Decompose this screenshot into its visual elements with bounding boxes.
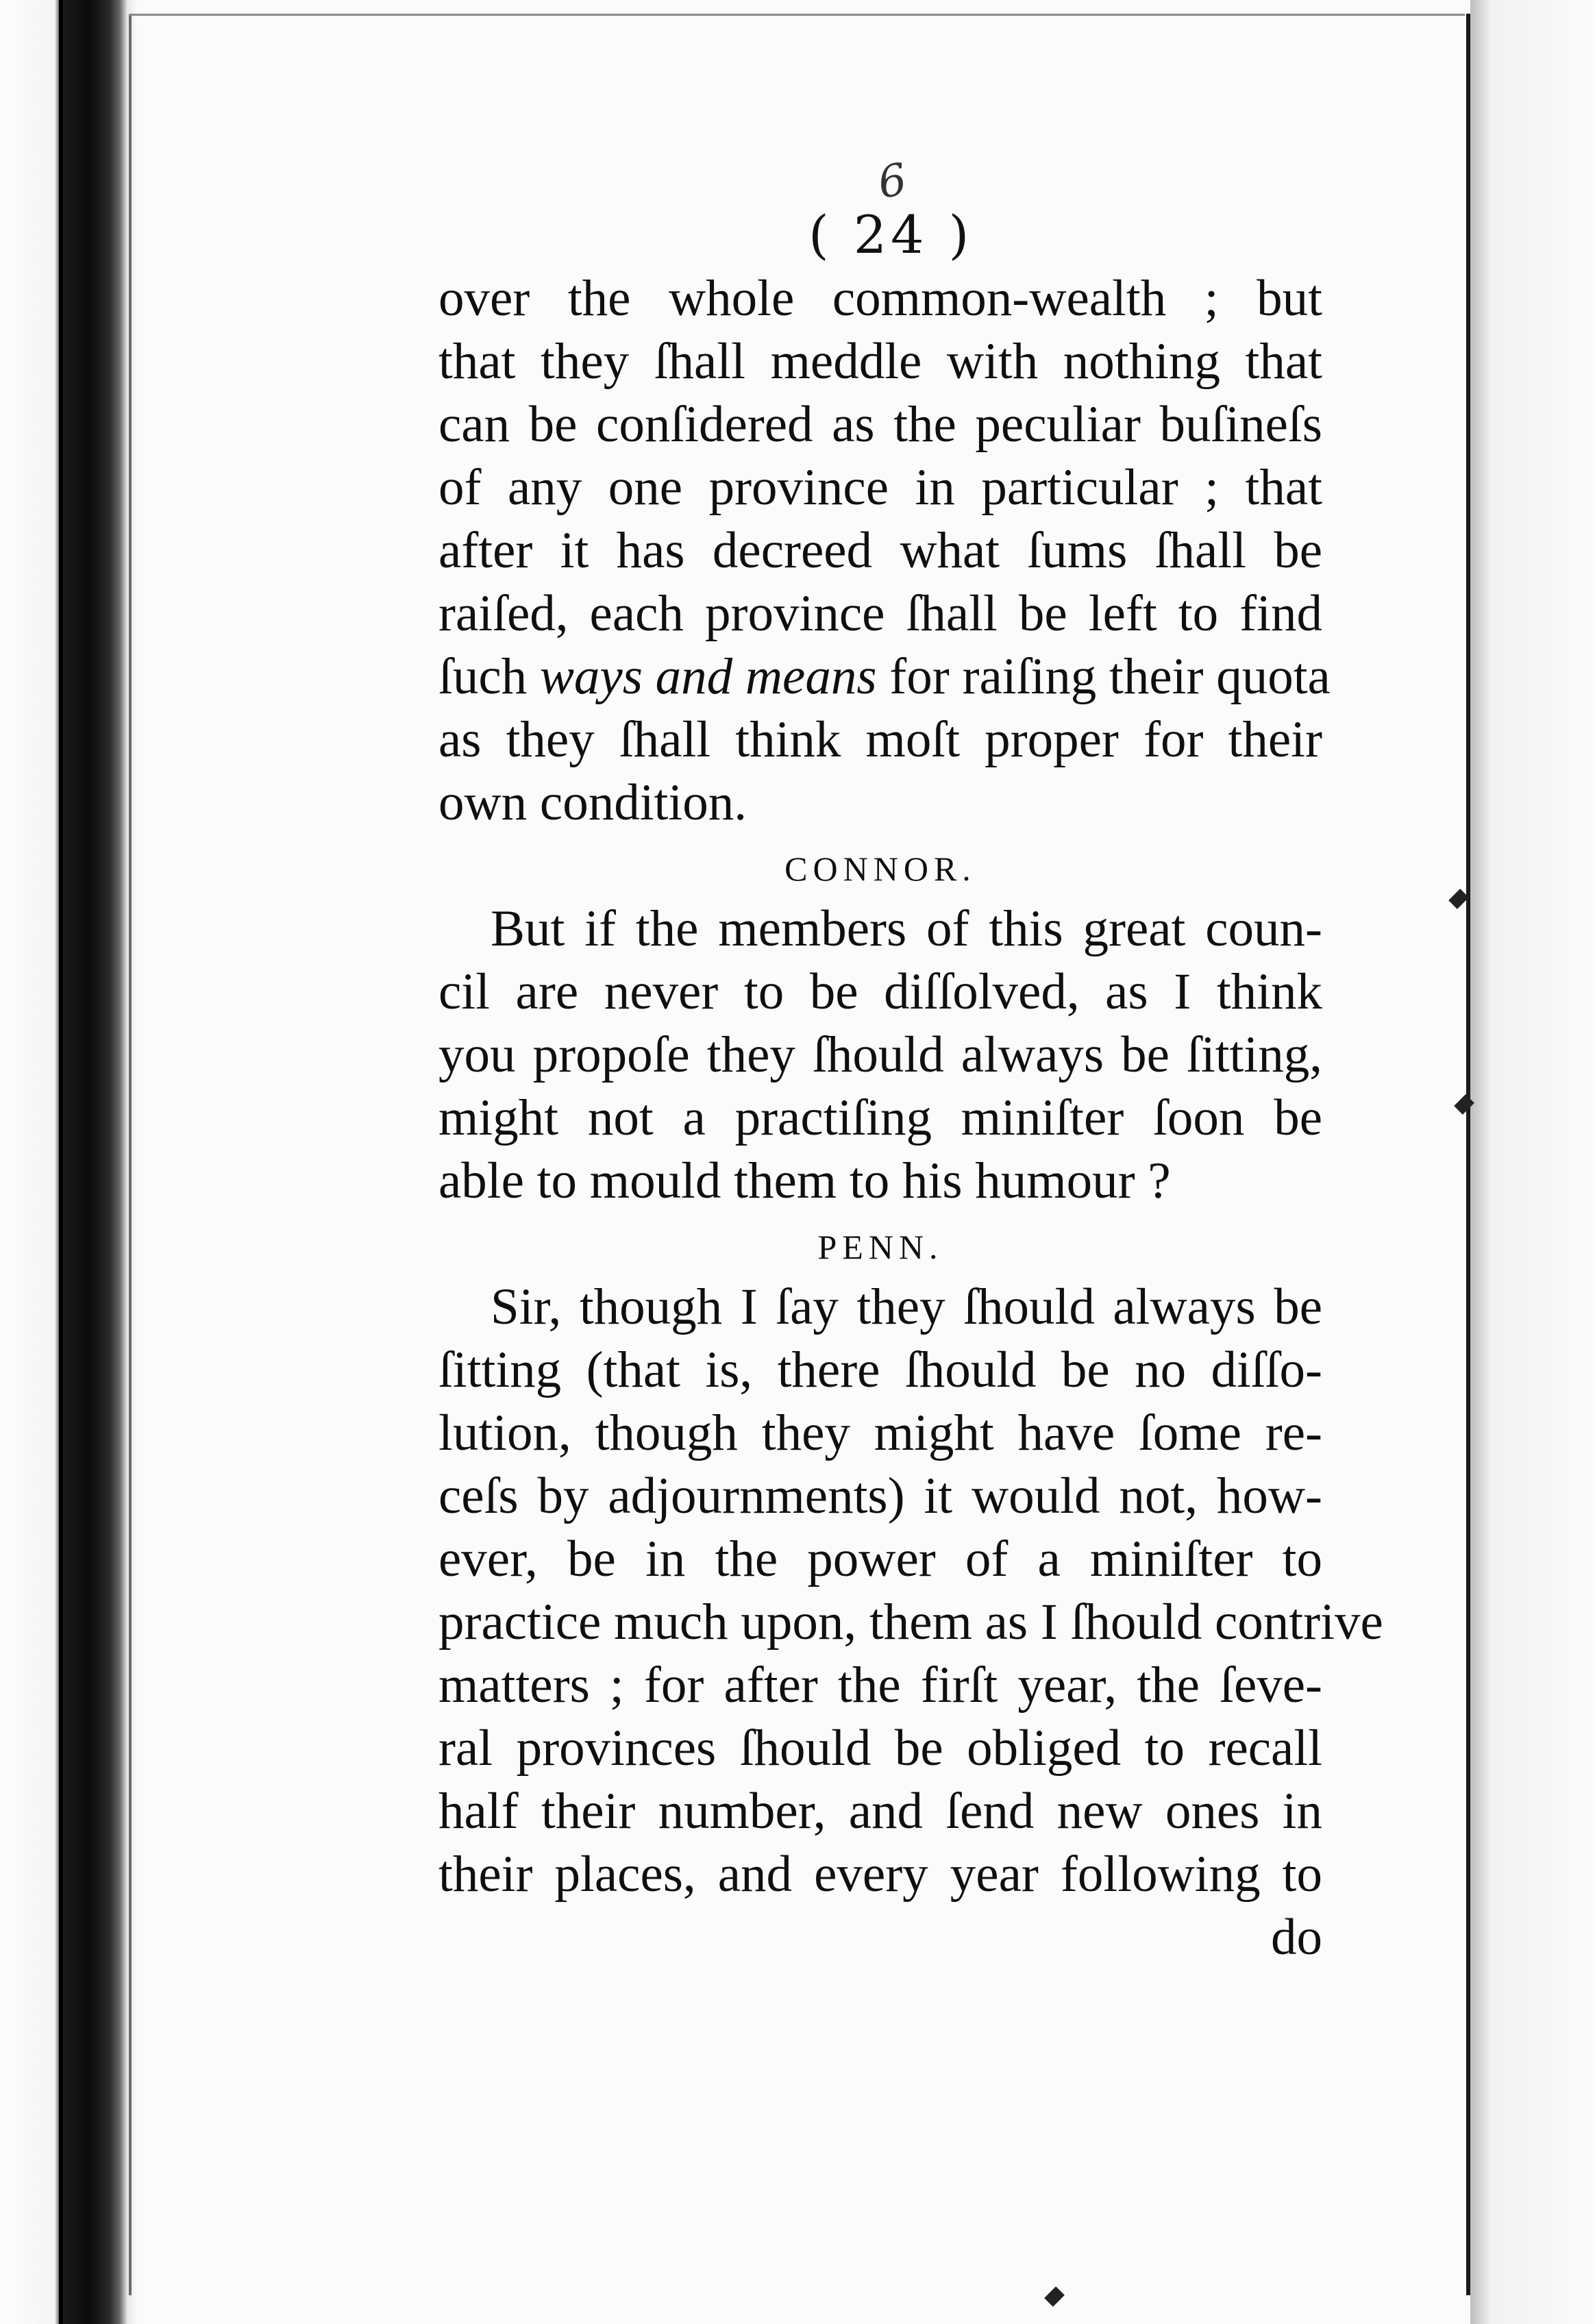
text-line: Sir, though I ſay they ſhould always be [491,1278,1322,1335]
text-line: you propoſe they ſhould always be ſitting, [438,1026,1322,1083]
text-line: ſitting (that is, there ſhould be no diſſo- [438,1342,1322,1398]
catchword: do [1271,1909,1322,1966]
text-line: practice much upon, them as I ſhould contrive [438,1594,1383,1651]
text-line: that they ſhall meddle with nothing that [438,333,1322,390]
text-run: for raiſing their quota [876,648,1331,705]
speaker-heading: CONNOR. [784,850,976,888]
text-line: after it has decreed what ſums ſhall be [438,522,1322,579]
text-line-with-italic [438,645,1331,708]
text-line: ever, be in the power of a miniſter to [438,1531,1322,1587]
text-line: raiſed, each province ſhall be left to find [438,585,1322,642]
text-line: their places, and every year following to [438,1846,1322,1903]
text-line: of any one province in particular ; that [438,459,1322,516]
text-line: ral provinces ſhould be obliged to recall [438,1720,1322,1777]
text-line: matters ; for after the firſt year, the ſeve- [438,1657,1322,1714]
speaker-heading: PENN. [817,1228,943,1266]
page-number: ( 24 ) [808,204,974,265]
italic-phrase: ways and means [539,648,877,705]
text-line: might not a practiſing miniſter ſoon be [438,1089,1322,1146]
text-line: half their number, and ſend new ones in [438,1783,1322,1840]
page-left-border [129,14,132,2295]
text-line: able to mould them to his humour ? [438,1152,1171,1209]
text-line: as they ſhall think moſt proper for their [438,711,1322,768]
text-line: ceſs by adjournments) it would not, how- [438,1468,1322,1524]
pencil-page-number: 6 [874,154,911,209]
text-line: over the whole common-wealth ; but [438,270,1322,327]
page-top-border [129,14,1465,16]
page-bottom-notch [1044,2286,1065,2307]
binding-edge [59,0,63,2324]
text-run: ſuch [438,648,540,705]
book-binding [0,0,137,2324]
text-line: lution, though they might have ſome re- [438,1405,1322,1461]
text-line: But if the members of this great coun- [491,900,1322,957]
text-line: can be conſidered as the peculiar buſineſs [438,396,1322,453]
text-line: own condition. [438,774,747,831]
body-text [438,267,1383,1969]
text-line: cil are never to be diſſolved, as I think [438,963,1322,1020]
facing-page-shadow [1470,0,1595,2324]
